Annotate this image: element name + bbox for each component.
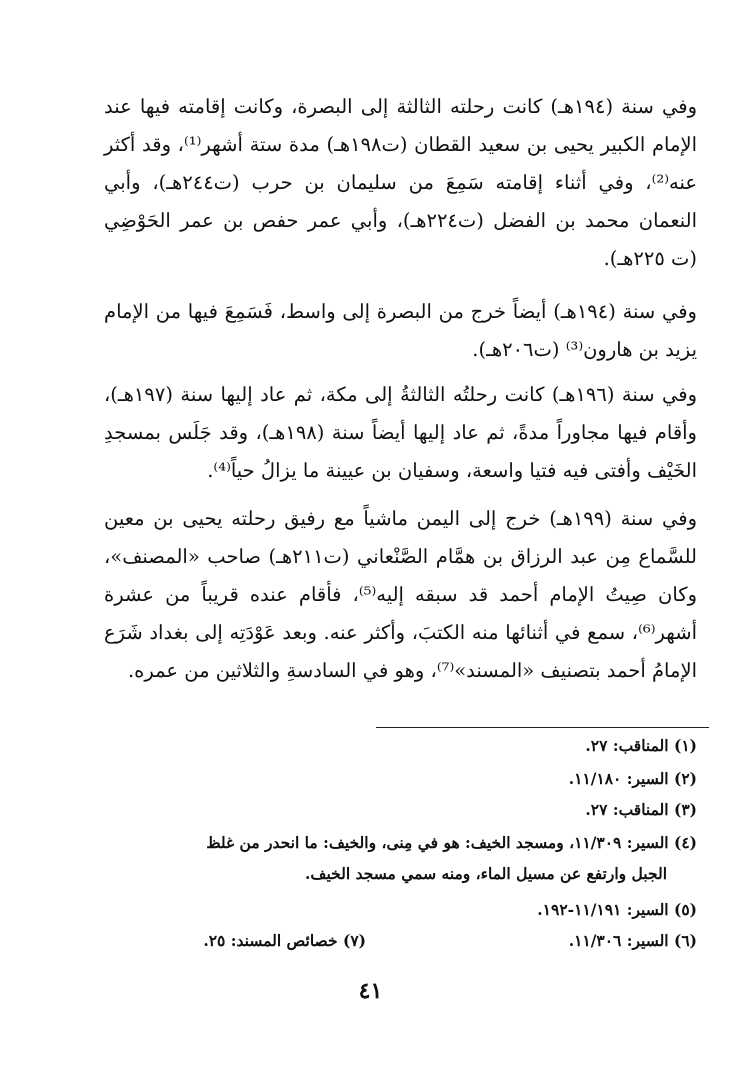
body-paragraph-2: وفي سنة (١٩٤هـ) أيضاً خرج من البصرة إلى واسط، فَسَمِعَ فيها من الإمام يزيد بن هارون⁽³⁾ (ت٢٠٦هـ). [104,300,697,361]
footnote-2: (٢) السير: ١١/١٨٠. [568,769,697,788]
footnote-1: (١) المناقب: ٢٧. [585,736,697,755]
footnote-6: (٦) السير: ١١/٣٠٦. [568,931,697,950]
footnote-7: (٧) خصائص المسند: ٢٥. [203,931,366,950]
body-paragraph-1: وفي سنة (١٩٤هـ) كانت رحلته الثالثة إلى البصرة، وكانت إقامته فيها عند الإمام الكبير يحيى بن سعيد القطان (ت١٩٨هـ) مدة ستة أشهر⁽¹⁾، وقد أكثر عنه⁽²⁾، وفي أثناء إقامته سَمِعَ من سليمان بن حرب (ت٢٤٤هـ)، وأبي النعمان محمد بن الفضل (ت٢٢٤هـ)، وأبي عمر حفص بن عمر الحَوْضِي (ت ٢٢٥هـ). [104,95,697,270]
footnote-4: (٤) السير: ١١/٣٠٩، ومسجد الخيف: هو في مِنى، والخيف: ما انحدر من غلظ [206,833,697,852]
footnote-3: (٣) المناقب: ٢٧. [585,800,697,819]
footnote-5: (٥) السير: ١١/١٩١-١٩٢. [537,900,697,919]
body-paragraph-4: وفي سنة (١٩٩هـ) خرج إلى اليمن ماشياً مع رفيق رحلته يحيى بن معين للسَّماع مِن عبد الرزاق بن همَّام الصَّنْعاني (ت٢١١هـ) صاحب «المصنف»، وكان صِيتُ الإمام أحمد قد سبقه إليه⁽⁵⁾، فأقام عنده قريباً من عشرة أشهر⁽⁶⁾، سمع في أثنائها منه الكتبَ، وأكثر عنه. وبعد عَوْدَتِه إلى بغداد شَرَع الإمامُ أحمد بتصنيف «المسند»⁽⁷⁾، وهو في السادسةِ والثلاثين من عمره. [104,507,698,682]
page-number: ٤١ [358,978,383,1004]
body-paragraph-3: وفي سنة (١٩٦هـ) كانت رحلتُه الثالثةُ إلى مكة، ثم عاد إليها سنة (١٩٧هـ)، وأقام فيها مجاوراً مدةً، ثم عاد إليها أيضاً سنة (١٩٨هـ)، وقد جَلَس بمسجدِ الخَيْف وأفتى فيه فتيا واسعة، وسفيان بن عيينة ما يزالُ حياً⁽⁴⁾. [104,383,697,482]
footnote-4-continuation: الجبل وارتفع عن مسيل الماء، ومنه سمي مسجد الخيف. [305,864,667,883]
footnote-separator [376,727,709,728]
